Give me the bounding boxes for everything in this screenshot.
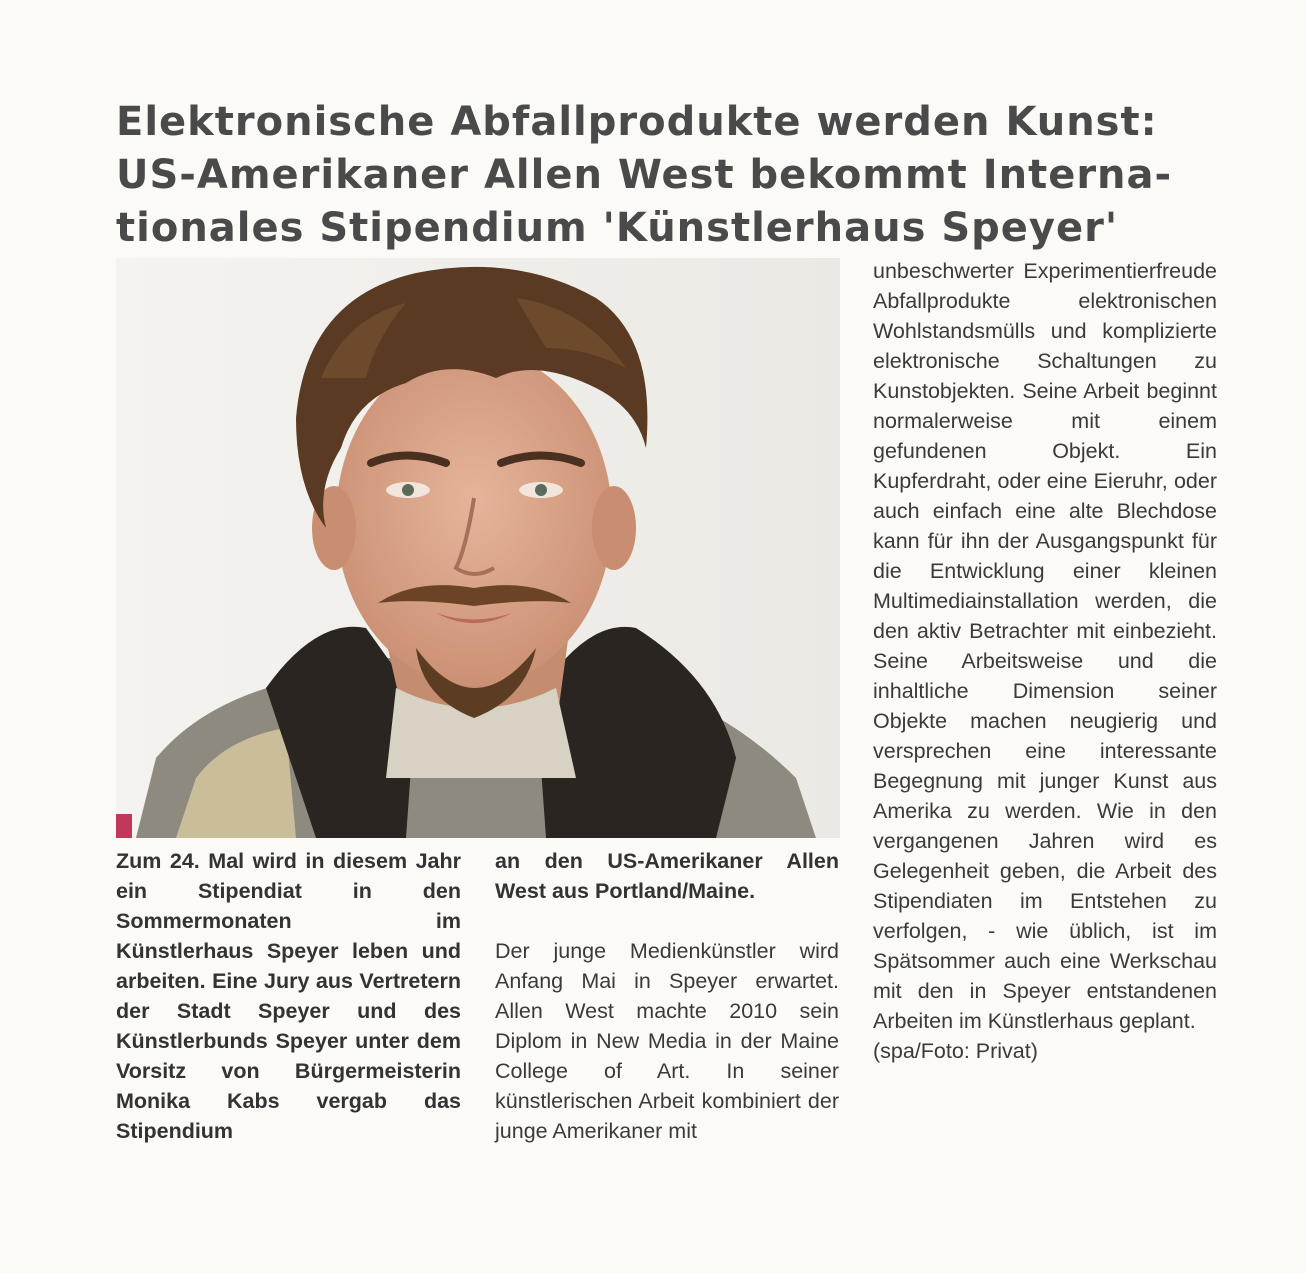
column-intro bbox=[116, 846, 461, 1146]
intro-continued-paragraph: an den US-Amerikaner Allen West aus Portland/Maine. bbox=[495, 849, 839, 903]
portrait-illustration bbox=[116, 258, 840, 838]
headline-line-3: tionales Stipendium 'Künstlerhaus Speyer' bbox=[116, 205, 1119, 251]
body-paragraph-1: Der junge Medienkünstler wird Anfang Mai in Speyer erwartet. Allen West machte 2010 sein Diplom in New Media in der Maine College of Art. In seiner künstlerischen Arbeit kombiniert der junge Amerikaner mit bbox=[495, 939, 839, 1143]
body-paragraph-2: unbeschwerter Experimentierfreude Abfallprodukte elektronischen Wohlstandsmülls und komplizierte elektronische Schaltungen zu Kunstobjekten. Seine Arbeit beginnt normalerweise mit einem gefundenen Objekt. Ein Kupferdraht, oder eine Eieruhr, oder auch einfach eine alte Blechdose kann für ihn der Ausgangspunkt für die Entwicklung einer kleinen Multimediainstallation werden, die den aktiv Betrachter mit einbezieht. Seine Arbeitsweise und die inhaltliche Dimension seiner Objekte machen neugierig und versprechen eine interessante Begegnung mit junger Kunst aus Amerika zu werden. Wie in den vergangenen Jahren wird es Gelegenheit geben, die Arbeit des Stipendiaten im Entstehen zu verfolgen, - wie üblich, ist im Spätsommer auch eine Werkschau mit den in Speyer entstandenen Arbeiten im Künstlerhaus geplant. bbox=[873, 259, 1217, 1033]
headline-line-1: Elektronische Abfallprodukte werden Kunst: bbox=[116, 99, 1158, 145]
headline-line-2: US-Amerikaner Allen West bekommt Interna- bbox=[116, 152, 1173, 198]
column-right bbox=[873, 256, 1217, 1066]
portrait-photo bbox=[116, 258, 840, 838]
column-middle bbox=[495, 846, 839, 1146]
photo-credit: (spa/Foto: Privat) bbox=[873, 1039, 1038, 1063]
article-headline bbox=[116, 96, 1196, 255]
intro-paragraph: Zum 24. Mal wird in diesem Jahr ein Stipendiat in den Sommermonaten im Künstlerhaus Speyer leben und arbeiten. Eine Jury aus Vertretern der Stadt Speyer und des Künstlerbunds Speyer unter dem Vorsitz von Bürgermeisterin Monika Kabs vergab das Stipendium bbox=[116, 849, 461, 1143]
